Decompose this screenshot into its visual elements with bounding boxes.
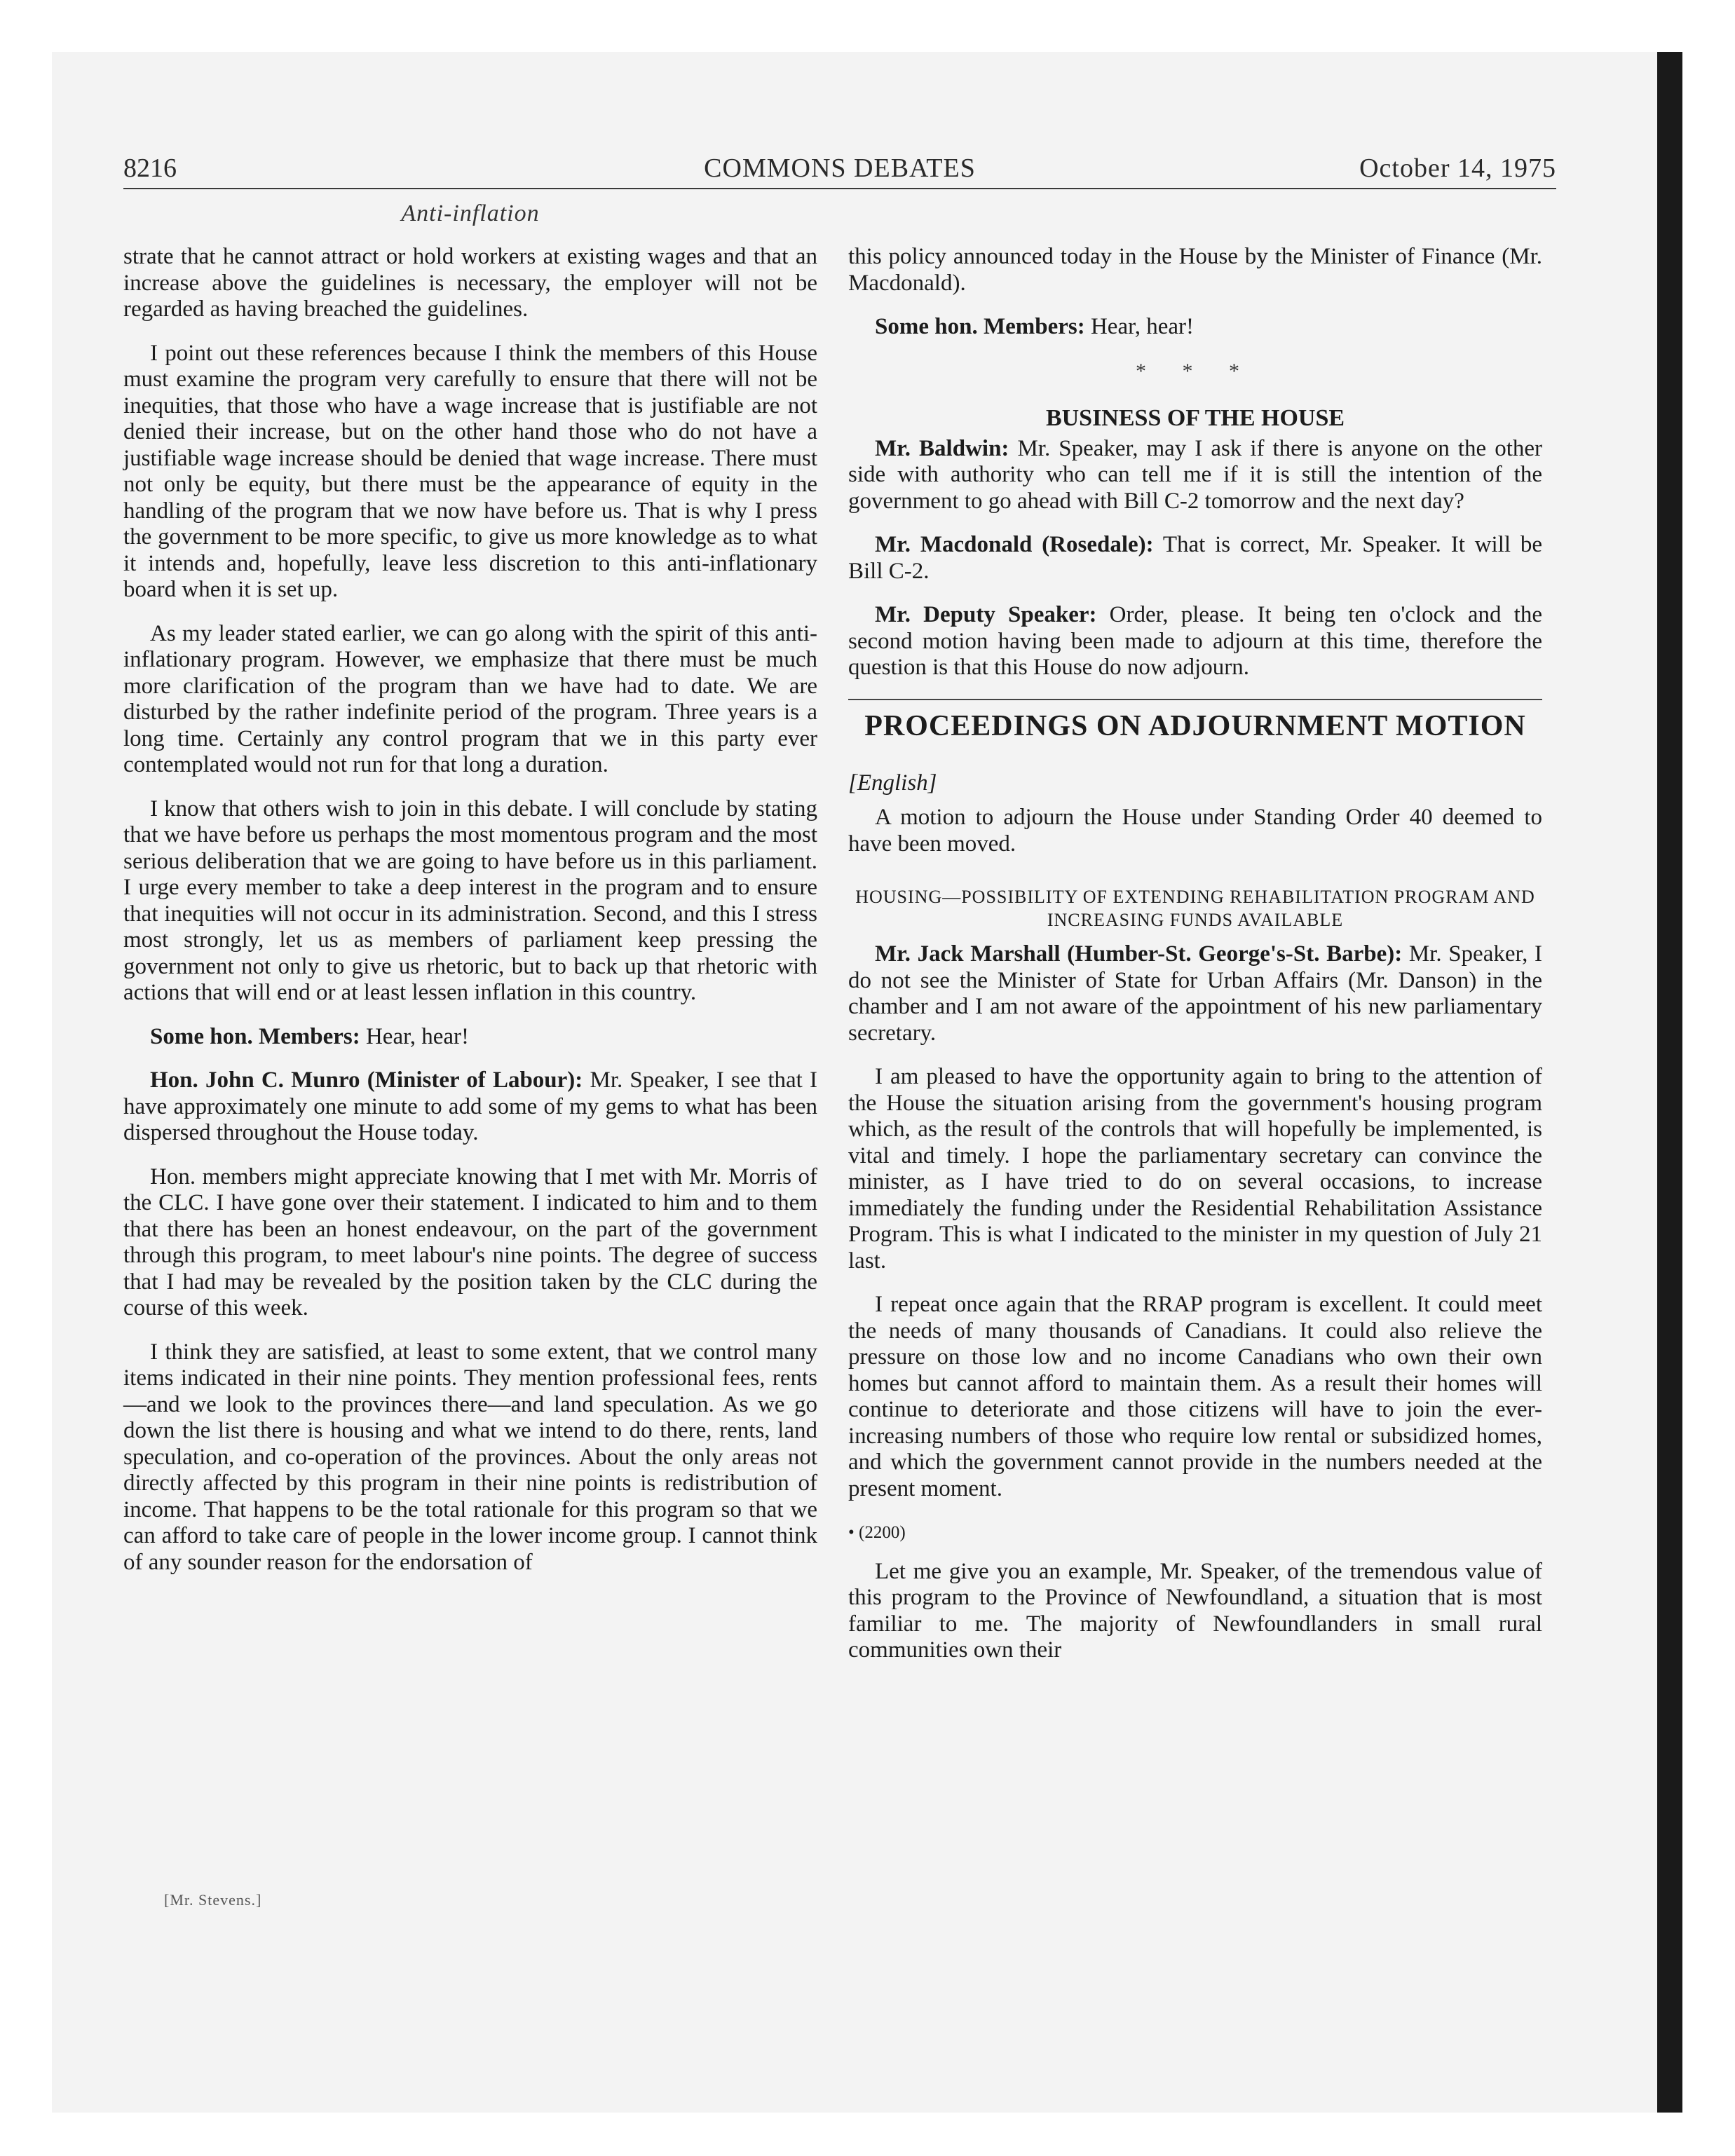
paragraph: I repeat once again that the RRAP program is excellent. It could meet the needs of many thousands of Canadians. It could also relieve the pressure on those low and no income Canadians who own their own homes but cannot afford to maintain them. As a result their homes will continue to deteriorate and those citizens will have to join the ever-increasing numbers of those who require low rental or subsidized homes, and which the government cannot provide in the numbers needed at the present moment. — [848, 1292, 1542, 1501]
publication-title: COMMONS DEBATES — [704, 153, 976, 183]
speech-text: Hear, hear! — [1084, 314, 1195, 339]
speaker-name: Mr. Deputy Speaker: — [875, 602, 1097, 627]
speech-paragraph — [848, 602, 1542, 681]
paragraph: I think they are satisfied, at least to some extent, that we control many items indicated in their nine points. They mention professional fees, rents—and we look to the provinces there—and land speculation. As we go down the list there is housing and what we intend to do there, rents, land speculation, and co-operation of the provinces. About the only areas not directly affected by this program in their nine points is redistribution of income. That happens to be the total rationale for this program so that we can afford to take care of people in the lower income group. I cannot think of any sounder reason for the endorsation of — [123, 1339, 817, 1575]
paragraph: I know that others wish to join in this debate. I will conclude by stating that we have before us perhaps the most momentous program and the most serious deliberation that we are going to have before us in this parliament. I urge every member to take a deep interest in the program and to ensure that inequities will not occur in its administration. Second, and this I stress most strongly, let us as members of parliament keep pressing the government not only to give us rhetoric, but to back up that rhetoric with actions that will end or at least lessen inflation in this country. — [123, 796, 817, 1005]
speech-paragraph — [848, 532, 1542, 585]
speaker-name: Some hon. Members: — [150, 1023, 360, 1049]
scan-edge-bar — [1657, 52, 1682, 2113]
paragraph: strate that he cannot attract or hold workers at existing wages and that an increase above the guidelines is necessary, the employer will not be regarded as having breached the guidelines. — [123, 244, 817, 322]
section-rule — [848, 699, 1542, 700]
speech-text: Mr. Speaker, I see that I have approximately one minute to add some of my gems to what has been dispersed throughout the House today. — [123, 1067, 818, 1145]
speech-paragraph — [123, 1024, 817, 1051]
speech-text: Hear, hear! — [360, 1023, 470, 1049]
speech-text: Mr. Speaker, may I ask if there is anyone on the other side with authority who can tell me if it is still the intention of the government to go ahead with Bill C-2 tomorrow and the next day? — [848, 435, 1542, 514]
speaker-name: Hon. John C. Munro (Minister of Labour): — [150, 1067, 583, 1093]
paragraph: A motion to adjourn the House under Standing Order 40 deemed to have been moved. — [848, 805, 1542, 857]
paragraph: I point out these references because I think the members of this House must examine the program very carefully to ensure that there will not be inequities, that those who have a wage increase that is justifiable are not denied their increase, but on the other hand those who do not have a justifiable wage increase should be denied that wage increase. There must not only be equity, but there must be the appearance of equity in the handling of the program that we now have before us. That is why I press the government to be more specific, to give us more knowledge as to what it intends and, hopefully, leave less discretion to this anti-inflationary board when it is set up. — [123, 340, 817, 602]
paragraph: this policy announced today in the House by the Minister of Finance (Mr. Macdonald). — [848, 244, 1542, 296]
paragraph: As my leader stated earlier, we can go along with the spirit of this anti-inflationary program. However, we emphasize that there must be much more clarification of the program than we have had to date. We are disturbed by the rather indefinite period of the program. Three years is a long time. Certainly any control program that we in this party ever contemplated would not run for that long a duration. — [123, 620, 817, 777]
page-number: 8216 — [123, 153, 177, 183]
paragraph: Hon. members might appreciate knowing that I met with Mr. Morris of the CLC. I have gone over their statement. I indicated to him and to them that there has been an honest endeavour, on the part of the government through this program, to meet labour's nine points. The degree of success that I had may be revealed by the position taken by the CLC during the course of this week. — [123, 1164, 817, 1321]
running-subhead: Anti-inflation — [401, 200, 540, 226]
paragraph: Let me give you an example, Mr. Speaker, of the tremendous value of this program to the Province of Newfoundland, a situation that is most familiar to me. The majority of Newfoundlanders in small rural communities own their — [848, 1558, 1542, 1663]
topic-heading: HOUSING—POSSIBILITY OF EXTENDING REHABILITATION PROGRAM AND INCREASING FUNDS AVAILABLE — [855, 887, 1535, 930]
speaker-name: Some hon. Members: — [875, 314, 1085, 339]
page-header — [123, 151, 1556, 188]
speech-text: Mr. Speaker, I do not see the Minister of State for Urban Affairs (Mr. Danson) in the chamber and I am not aware of the appointment of his new parliamentary secretary. — [848, 941, 1542, 1046]
speaker-name: Mr. Macdonald (Rosedale): — [875, 532, 1154, 557]
right-column — [848, 244, 1542, 1681]
time-marker: • (2200) — [848, 1523, 906, 1542]
speech-paragraph — [848, 314, 1542, 341]
language-tag: [English] — [848, 770, 937, 796]
speaker-name: Mr. Jack Marshall (Humber-St. George's-St. Barbe): — [875, 941, 1403, 967]
speech-text: Order, please. It being ten o'clock and the second motion having been made to adjourn at this time, therefore the question is that this House do now adjourn. — [848, 602, 1542, 680]
section-break-stars: * * * — [1136, 359, 1255, 383]
footer-note: [Mr. Stevens.] — [164, 1891, 262, 1909]
speech-paragraph — [123, 1067, 817, 1147]
speech-paragraph — [848, 941, 1542, 1046]
speaker-name: Mr. Baldwin: — [875, 435, 1009, 461]
proceedings-heading: PROCEEDINGS ON ADJOURNMENT MOTION — [864, 709, 1526, 742]
paragraph: I am pleased to have the opportunity again to bring to the attention of the House the situation arising from the government's housing program which, as the result of the controls that will hopefully be implemented, is vital and timely. I hope the parliamentary secretary can convince the minister, as I have tried to do on several occasions, to increase immediately the funding under the Residential Rehabilitation Assistance Program. This is what I indicated to the minister in my question of July 21 last. — [848, 1064, 1542, 1274]
business-heading: BUSINESS OF THE HOUSE — [1045, 405, 1345, 431]
speech-paragraph — [848, 436, 1542, 515]
page-date: October 14, 1975 — [1359, 153, 1556, 183]
left-column — [123, 244, 817, 1593]
speech-text: That is correct, Mr. Speaker. It will be Bill C-2. — [848, 532, 1542, 584]
header-rule — [123, 188, 1556, 189]
